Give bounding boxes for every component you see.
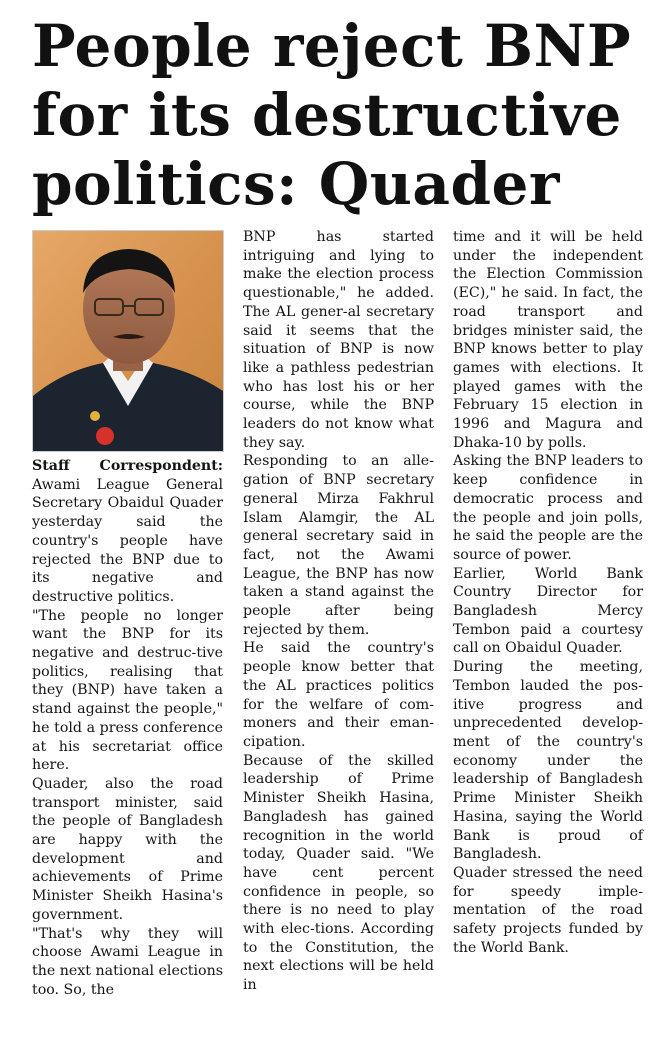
paragraph: time and it will be held under the independent the Election Commission (EC)," he said. In fact, the road transport and bridges minister said, the BNP knows better to play games with elections. It played games with the February 15 election in 1996 and Magura and Dhaka-10 by polls.	[453, 229, 643, 451]
portrait-photo	[32, 230, 224, 452]
headline: People reject BNP for its destructive politics: Quader	[32, 12, 632, 218]
paragraph: Responding to an alle-gation of BNP secretary general Mirza Fakhrul Islam Alamgir, the AL general secretary said in fact, not the Awami League, the BNP has now taken a stand against the people after being rejected by them.	[243, 453, 434, 638]
paragraph: Asking the BNP leaders to keep confidence in democratic process and the people and join polls, he said the people are the source of power.	[453, 453, 643, 563]
article-column-3	[453, 228, 643, 957]
paragraph: "That's why they will choose Awami League in the next national elections too. So, the	[32, 925, 223, 998]
paragraph: He said the country's people know better that the AL practices politics for the welfare of com-moners and their eman-cipation.	[243, 640, 434, 750]
paragraph: "The people no longer want the BNP for its negative and destruc-tive politics, realising that they (BNP) have taken a stand against the people," he told a press conference at his secretariat office here.	[32, 607, 223, 774]
paragraph: During the meeting, Tembon lauded the pos-itive progress and unprecedented develop-ment of the country's economy under the leadership of Bangladesh Prime Minister Sheikh Hasina, saying the World Bank is proud of Bangladesh.	[453, 659, 643, 863]
paragraph	[32, 457, 223, 607]
paragraph: Earlier, World Bank Country Director for Bangladesh Mercy Tembon paid a courtesy call on Obaidul Quader.	[453, 565, 643, 657]
paragraph-text: Awami League General Secretary Obaidul Quader yesterday said the country's people have rejected the BNP due to its negative and destructive politics.	[32, 476, 223, 605]
paragraph: Quader, also the road transport minister, said the people of Bangladesh are happy with the development and achievements of Prime Minister Sheikh Hasina's government.	[32, 775, 223, 923]
paragraph: BNP has started intriguing and lying to make the election process questionable," he added. The AL gener-al secretary said it seems that the situation of BNP is now like a pathless pedestrian who has lost his or her course, while the BNP leaders do not know what they say.	[243, 229, 434, 451]
paragraph: Because of the skilled leadership of Prime Minister Sheikh Hasina, Bangladesh has gained recognition in the world today, Quader said. "We have cent percent confidence in people, so there is no need to play with elec-tions. According to the Constitution, the next elections will be held in	[243, 752, 434, 994]
paragraph: Quader stressed the need for speedy imple-mentation of the road safety projects funded by the World Bank.	[453, 864, 643, 956]
article-column-1	[32, 457, 223, 999]
portrait-photo-image	[33, 231, 223, 451]
article-column-2	[243, 228, 434, 995]
byline: Staff Correspondent:	[32, 458, 223, 474]
